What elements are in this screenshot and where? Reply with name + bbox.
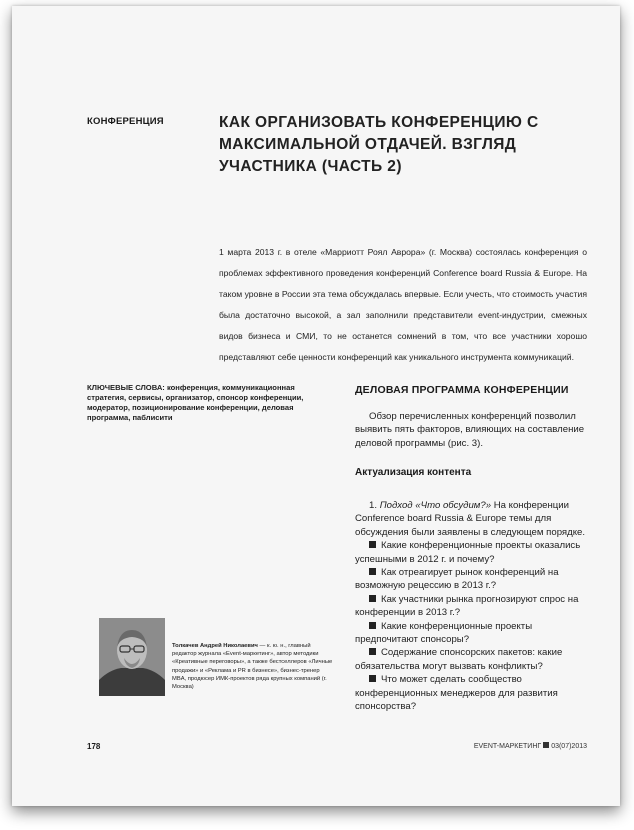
- footer-issue: 03(07)2013: [551, 743, 587, 750]
- keywords-text: конференция, коммуникационная стратегия, сервисы, организатор, спонсор конференции, модератор, позиционирование конференции, деловая программа, паблисити: [87, 383, 304, 422]
- list-item: [355, 673, 585, 713]
- section-paragraph: Обзор перечисленных конференций позволил выявить пять факторов, влияющих на составление деловой программы (рис. 3).: [355, 411, 585, 449]
- keywords-label: КЛЮЧЕВЫЕ СЛОВА:: [87, 383, 165, 392]
- list-item: [355, 620, 585, 647]
- footer-journal-name: EVENT-МАРКЕТИНГ: [473, 743, 542, 750]
- bullet-square-icon: [369, 622, 376, 629]
- approach-italic: Подход «Что обсудим?»: [379, 500, 492, 511]
- page-number: 178: [87, 742, 101, 751]
- author-info: [172, 642, 335, 691]
- list-item-text: Как отреагирует рынок конференций на возможную рецессию в 2013 г.?: [355, 567, 559, 592]
- article-title: КАК ОРГАНИЗОВАТЬ КОНФЕРЕНЦИЮ С МАКСИМАЛЬНОЙ ОТДАЧЕЙ. ВЗГЛЯД УЧАСТНИКА (ЧАСТЬ 2): [219, 114, 539, 175]
- keywords-block: [87, 383, 335, 423]
- footer-journal: [462, 742, 587, 750]
- author-portrait-icon: [99, 618, 165, 696]
- bullet-square-icon: [369, 541, 376, 548]
- section-heading: ДЕЛОВАЯ ПРОГРАММА КОНФЕРЕНЦИИ: [355, 384, 569, 396]
- approach-block: [355, 499, 585, 714]
- list-item: [355, 539, 585, 566]
- rubric-label: КОНФЕРЕНЦИЯ: [87, 116, 164, 127]
- list-item: [355, 593, 585, 620]
- lead-paragraph: 1 марта 2013 г. в отеле «Марриотт Роял Аврора» (г. Москва) состоялась конференция о проблемах эффективного проведения конференций Conference board Russia & Europe. На таком уровне в России эта тема обсуждалась впервые. Если учесть, что стоимость участия была достаточно высокой, а зал заполнили представители event-индустрии, смежных видов бизнеса и СМИ, то не останется сомнений в том, что все участники хорошо представляют себе ценности конференций как уникального инструмента коммуникаций.: [219, 247, 587, 362]
- magazine-page: [12, 6, 620, 806]
- bullet-square-icon: [369, 648, 376, 655]
- list-item-text: Что может сделать сообщество конференционных менеджеров для развития спонсорства?: [355, 674, 558, 713]
- author-name: Толкачев Андрей Николаевич: [172, 643, 258, 649]
- bullet-square-icon: [369, 568, 376, 575]
- approach-text: На конференции Conference board Russia & Europe темы для обсуждения были заявлены в следующем порядке.: [355, 500, 586, 538]
- list-item: [355, 566, 585, 593]
- list-item-text: Какие конференционные проекты оказались успешными в 2012 г. и почему?: [355, 540, 581, 565]
- approach-paragraph: [355, 499, 585, 539]
- author-bio: — к. ю. н., главный редактор журнала «Event-маркетинг», автор методики «Креативные переговоры», а также бестселлеров «Личные продажи» и «Реклама и PR в бизнесе», бизнес-тренер MBA, продюсер ИМК-проектов ряда крупных компаний (г. Москва): [172, 643, 333, 691]
- bullet-square-icon: [369, 595, 376, 602]
- list-item-text: Содержание спонсорских пакетов: какие обязательства могут вызвать конфликты?: [355, 647, 563, 672]
- list-item-text: Как участники рынка прогнозируют спрос на конференции в 2013 г.?: [355, 593, 579, 619]
- footer-square-icon: [543, 742, 549, 748]
- author-photo: [99, 618, 165, 696]
- bullet-square-icon: [369, 675, 376, 682]
- approach-number: 1.: [369, 500, 378, 511]
- list-item-text: Какие конференционные проекты предпочитают спонсоры?: [355, 620, 533, 646]
- list-item: [355, 646, 585, 673]
- subheading: Актуализация контента: [355, 467, 472, 478]
